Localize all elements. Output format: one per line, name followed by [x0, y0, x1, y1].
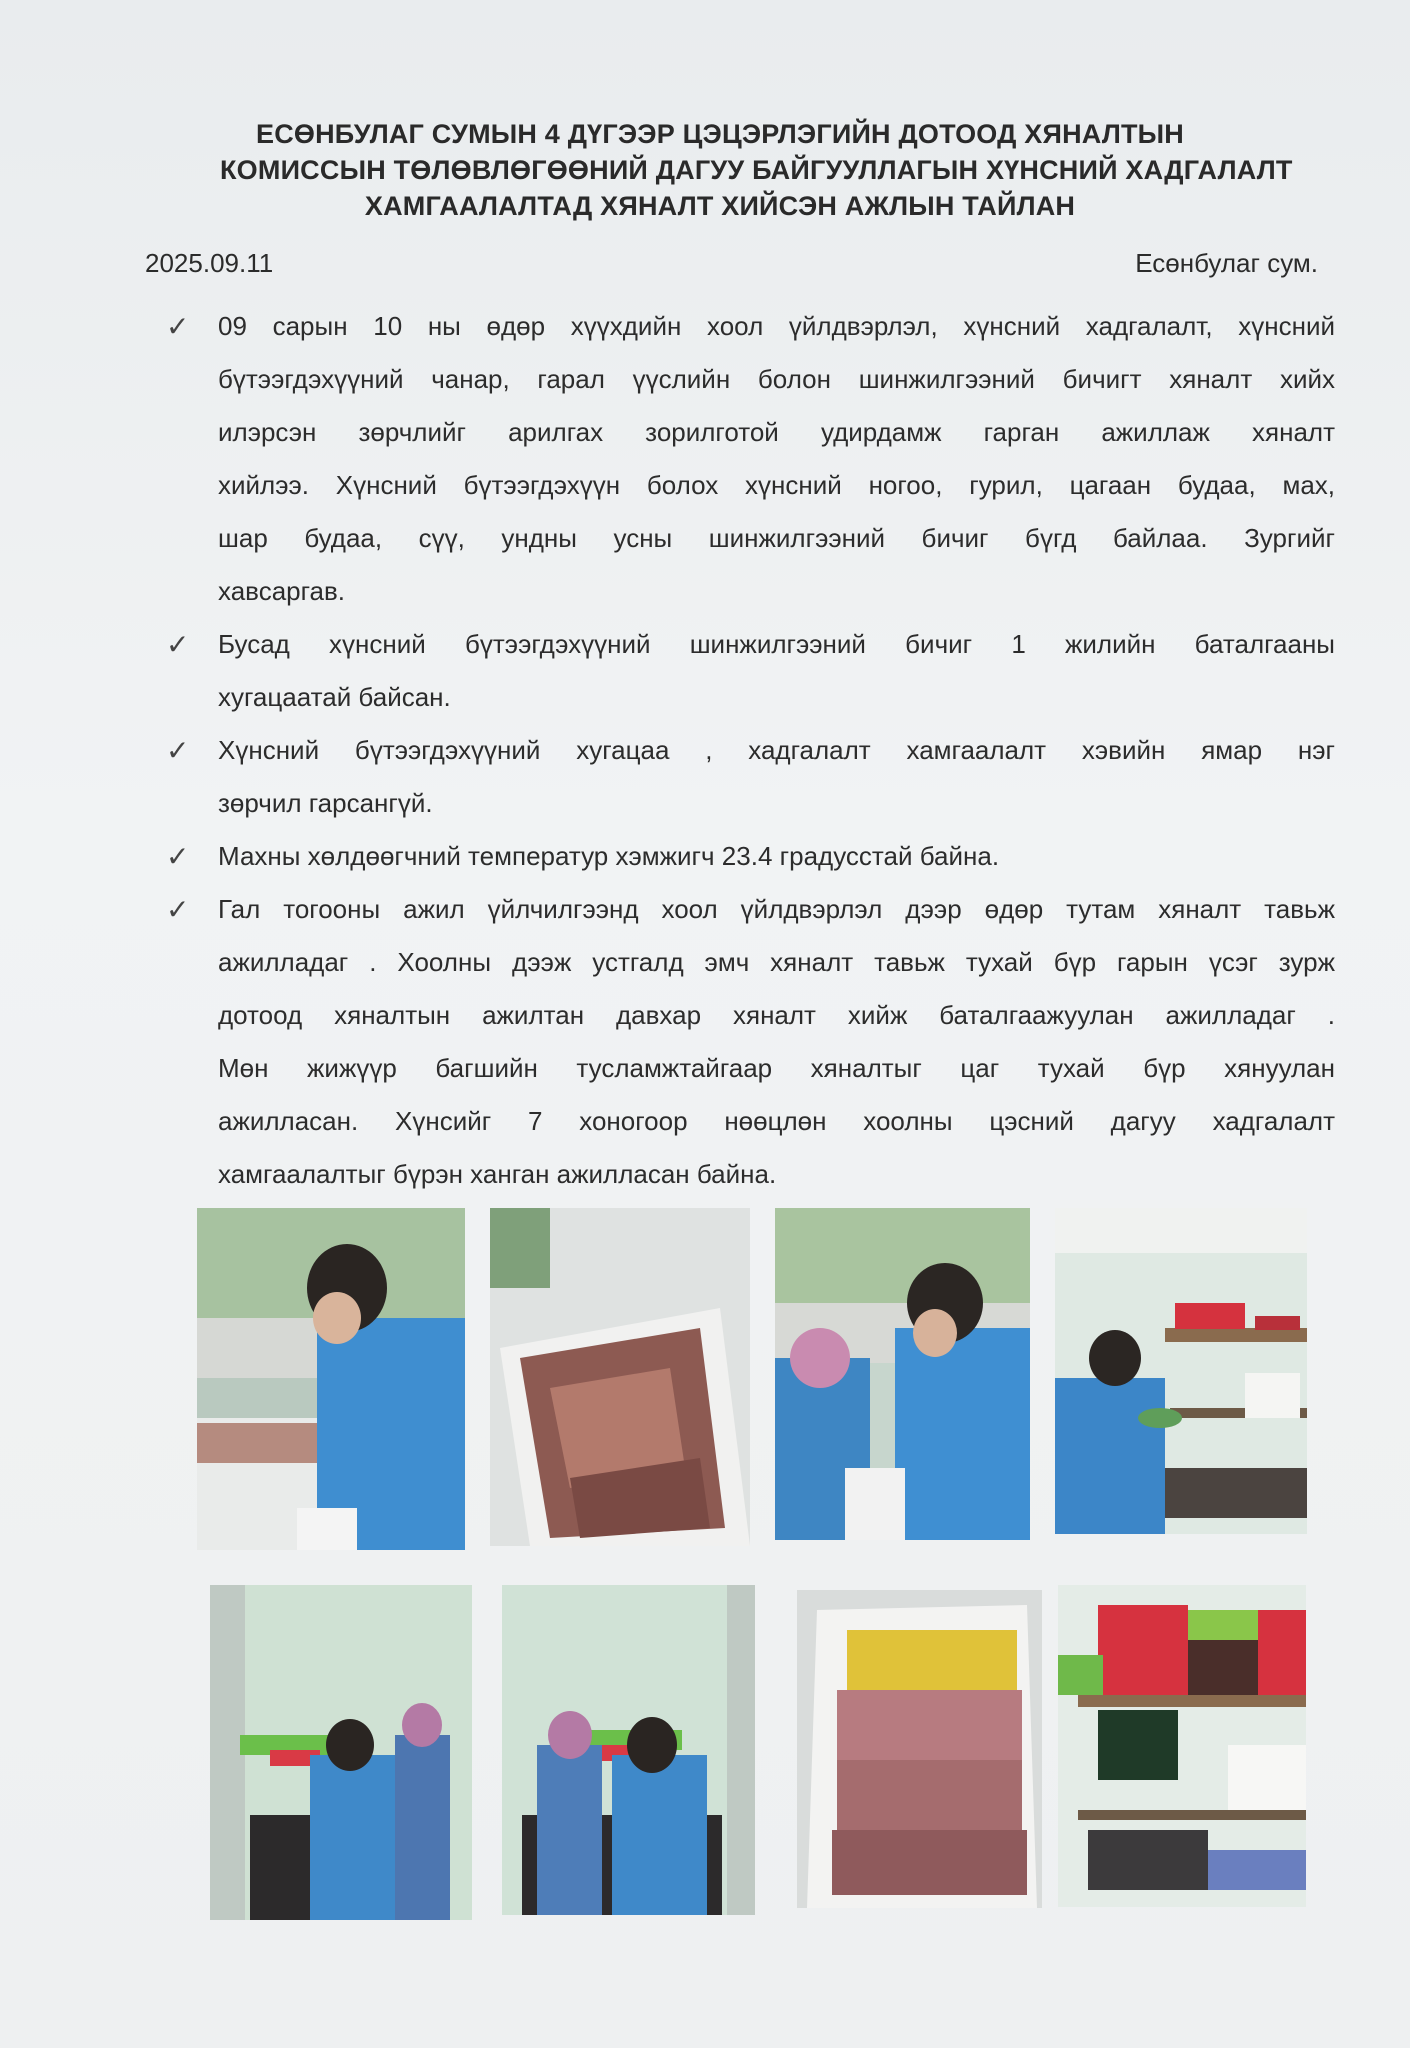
- checklist-item: [160, 300, 1335, 618]
- photo-inspectors-pantry-left: [210, 1585, 472, 1920]
- report-date: 2025.09.11: [145, 248, 274, 278]
- photo-inspector-storage-shelves: [1055, 1208, 1307, 1534]
- check-icon: ✓: [166, 311, 190, 342]
- checklist-item: [160, 883, 1335, 1201]
- text-line: илэрсэн зөрчлийг арилгах зорилготой удирдамж гарган ажиллаж хяналт: [218, 417, 1335, 447]
- text-line: хийлээ. Хүнсний бүтээгдэхүүн болох хүнсний ногоо, гурил, цагаан будаа, мах,: [218, 470, 1335, 500]
- text-line: ажилласан. Хүнсийг 7 хоногоор нөөцлөн хоолны цэсний дагуу хадгалалт: [218, 1106, 1335, 1136]
- text-line: Хүнсний бүтээгдэхүүний хугацаа , хадгалалт хамгаалалт хэвийн ямар нэг: [218, 735, 1335, 765]
- text-line: ажилладаг . Хоолны дээж устгалд эмч хяналт тавьж тухай бүр гарын үсэг зурж: [218, 947, 1335, 977]
- text-line: хавсаргав.: [218, 576, 346, 606]
- photo-open-freezer-meat: [490, 1208, 750, 1546]
- title-line: КОМИССЫН ТӨЛӨВЛӨГӨӨНИЙ ДАГУУ БАЙГУУЛЛАГЫН ХҮНСНИЙ ХАДГАЛАЛТ: [220, 155, 1293, 185]
- text-line: бүтээгдэхүүний чанар, гарал үүслийн болон шинжилгээний бичигт хяналт хийх: [218, 364, 1335, 394]
- text-line: шар будаа, сүү, ундны усны шинжилгээний бичиг бүгд байлаа. Зургийг: [218, 523, 1335, 553]
- check-icon: ✓: [166, 629, 190, 660]
- text-line: Мөн жижүүр багшийн тусламжтайгаар хяналтыг цаг тухай бүр хянуулан: [218, 1053, 1335, 1083]
- text-line: зөрчил гарсангүй.: [218, 788, 433, 818]
- report-place: Есөнбулаг сум.: [1135, 248, 1318, 278]
- checklist: [160, 300, 1335, 1201]
- photo-storage-shelves-goods: [1058, 1585, 1306, 1907]
- photo-two-inspectors-freezer: [775, 1208, 1030, 1540]
- check-icon: ✓: [166, 841, 190, 872]
- check-icon: ✓: [166, 894, 190, 925]
- photo-freezer-with-meat-bags: [797, 1590, 1042, 1908]
- title-line: ХАМГААЛАЛТАД ХЯНАЛТ ХИЙСЭН АЖЛЫН ТАЙЛАН: [364, 191, 1076, 221]
- text-line: Гал тогооны ажил үйлчилгээнд хоол үйлдвэрлэл дээр өдөр тутам хяналт тавьж: [218, 894, 1335, 924]
- text-line: дотоод хяналтын ажилтан давхар хяналт хийж баталгаажуулан ажилладаг .: [218, 1000, 1335, 1030]
- check-icon: ✓: [166, 735, 190, 766]
- checklist-item: [160, 618, 1335, 724]
- text-line: Махны хөлдөөгчний температур хэмжигч 23.4 градусстай байна.: [218, 841, 1000, 871]
- photo-inspector-at-freezer: [197, 1208, 465, 1550]
- title-line: ЕСӨНБУЛАГ СУМЫН 4 ДҮГЭЭР ЦЭЦЭРЛЭГИЙН ДОТООД ХЯНАЛТЫН: [255, 119, 1185, 149]
- checklist-item: [160, 724, 1335, 830]
- text-line: хугацаатай байсан.: [218, 682, 451, 712]
- text-line: 09 сарын 10 ны өдөр хүүхдийн хоол үйлдвэрлэл, хүнсний хадгалалт, хүнсний: [218, 311, 1335, 341]
- text-line: хамгаалалтыг бүрэн ханган ажилласан байна.: [218, 1159, 777, 1189]
- checklist-item: [160, 830, 1335, 883]
- photo-inspectors-pantry-right: [502, 1585, 755, 1915]
- report-title: [220, 116, 1293, 224]
- text-line: Бусад хүнсний бүтээгдэхүүний шинжилгээний бичиг 1 жилийн баталгааны: [218, 629, 1335, 659]
